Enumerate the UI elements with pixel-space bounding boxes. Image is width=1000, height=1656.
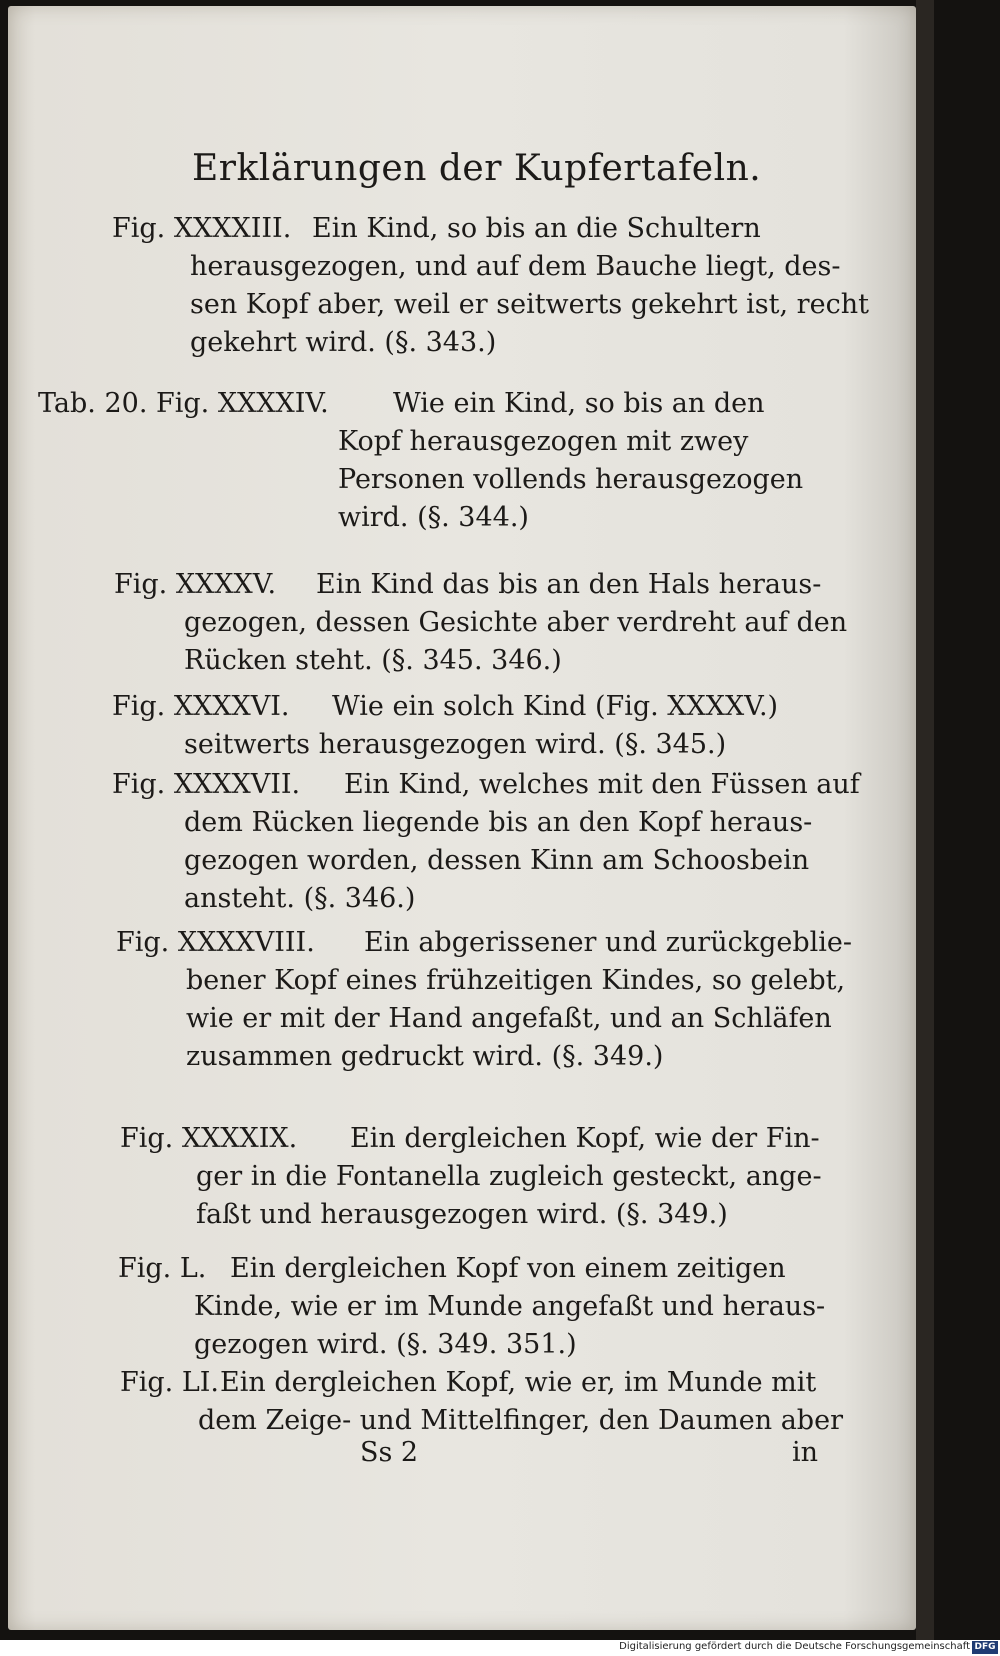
entry-line: faßt und herausgezogen wird. (§. 349.) [196,1199,728,1230]
figure-entry-49 [120,1120,840,1234]
figure-entry-50 [118,1250,838,1364]
entry-line: Ein Kind, so bis an die Schultern [312,213,761,244]
figure-label: Fig. XXXXIX. [120,1123,298,1154]
dfg-logo: DFG [972,1641,998,1654]
entry-line: gezogen, dessen Gesichte aber verdreht auf den [184,607,848,638]
entry-line: Kopf herausgezogen mit zwey [338,426,749,457]
entry-line: dem Zeige- und Mittelfinger, den Daumen aber [198,1405,843,1436]
entry-line: gekehrt wird. (§. 343.) [190,327,497,358]
entry-line: Ein dergleichen Kopf von einem zeitigen [230,1253,786,1284]
entry-line: herausgezogen, und auf dem Bauche liegt, des- [190,251,841,282]
entry-line: Ein Kind, welches mit den Füssen auf [344,769,860,800]
figure-entry-46 [112,688,832,764]
figure-label: Fig. XXXXVII. [112,769,301,800]
figure-entry-45 [114,566,848,680]
signature-mark: Ss 2 [360,1437,419,1468]
entry-line: Ein dergleichen Kopf, wie der Fin- [350,1123,820,1154]
figure-entry-47 [112,766,860,918]
entry-line: Wie ein Kind, so bis an den [393,388,765,419]
entry-line: gezogen wird. (§. 349. 351.) [194,1329,577,1360]
figure-label: Fig. L. [118,1253,207,1284]
page-heading: Erklärungen der Kupfertafeln. [192,148,762,189]
entry-line: Ein dergleichen Kopf, wie er, im Munde mit [220,1367,817,1398]
entry-line: ger in die Fontanella zugleich gesteckt, ange- [196,1161,822,1192]
entry-line: bener Kopf eines frühzeitigen Kindes, so gelebt, [186,965,846,996]
entry-line: ansteht. (§. 346.) [184,883,416,914]
figure-label: Fig. XXXXIII. [112,213,292,244]
entry-line: Wie ein solch Kind (Fig. XXXXV.) [332,691,779,722]
entry-line: sen Kopf aber, weil er seitwerts gekehrt ist, recht [190,289,869,320]
figure-entry-51 [120,1364,843,1440]
figure-entry-48 [116,924,853,1076]
entry-line: dem Rücken liegende bis an den Kopf heraus- [184,807,813,838]
digitization-footer [0,1640,1000,1656]
funding-credit: Digitalisierung gefördert durch die Deutsche Forschungsgemeinschaft [619,1641,970,1652]
catchword: in [792,1437,819,1468]
figure-label: Fig. XXXXVI. [112,691,290,722]
figure-label: Fig. LI. [120,1367,219,1398]
entry-line: Personen vollends herausgezogen [338,464,804,495]
entry-line: gezogen worden, dessen Kinn am Schoosbein [184,845,810,876]
figure-label: Fig. XXXXV. [114,569,277,600]
entry-line: zusammen gedruckt wird. (§. 349.) [186,1041,664,1072]
entry-line: Kinde, wie er im Munde angefaßt und heraus- [194,1291,826,1322]
entry-line: Ein abgerissener und zurückgeblie- [364,927,853,958]
entry-line: seitwerts herausgezogen wird. (§. 345.) [184,729,727,760]
entry-line: wird. (§. 344.) [338,502,529,533]
figure-entry-43 [112,210,869,362]
entry-line: wie er mit der Hand angefaßt, und an Schläfen [186,1003,832,1034]
entry-line: Rücken steht. (§. 345. 346.) [184,645,562,676]
figure-entry-44 [38,385,838,537]
figure-label: Fig. XXXXVIII. [116,927,315,958]
entry-line: Ein Kind das bis an den Hals heraus- [316,569,822,600]
table-label: Tab. 20. [38,388,148,419]
figure-label: Fig. XXXXIV. [156,388,329,419]
book-edge [916,0,934,1640]
